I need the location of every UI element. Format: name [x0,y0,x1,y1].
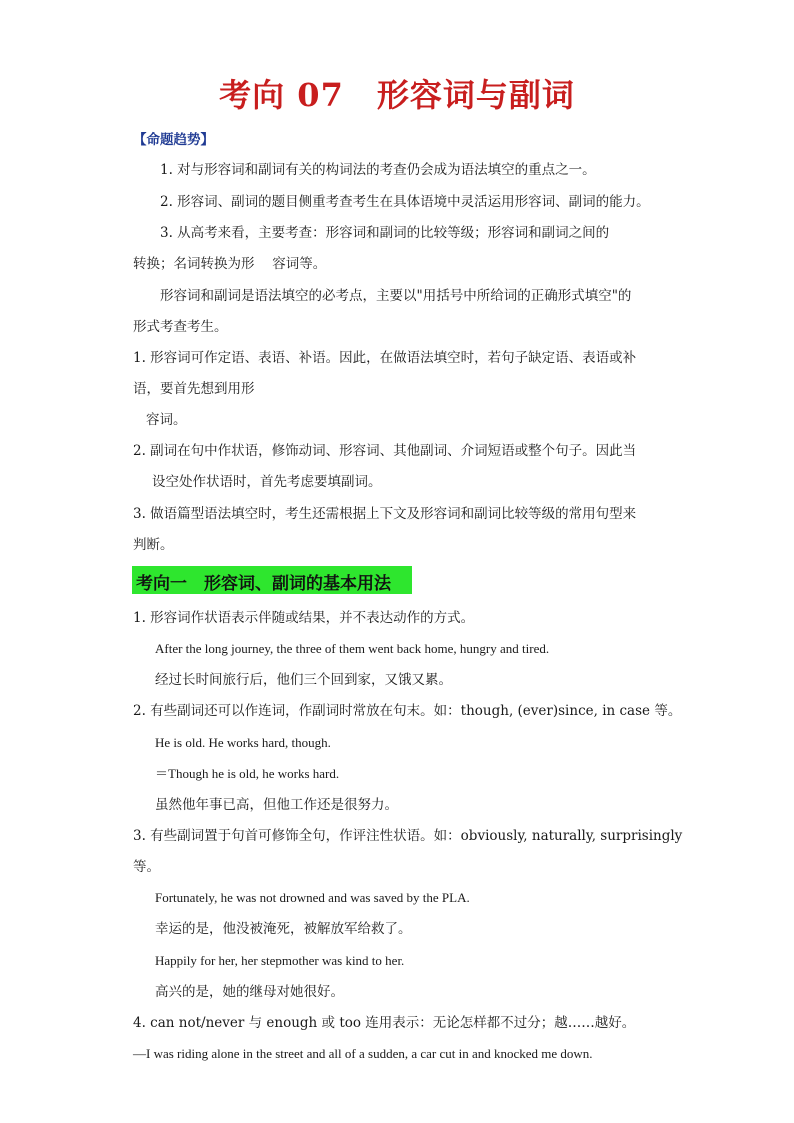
translation-line: 高兴的是，她的继母对她很好。 [155,984,344,1000]
point-line: 3. 做语篇型语法填空时，考生还需根据上下文及形容词和副词比较等级的常用句型来 [133,506,637,522]
intro-line: 形式考查考生。 [133,319,228,335]
usage-line: 2. 有些副词还可以作连词，作副词时常放在句末。如：though, (ever)since, in case 等。 [133,703,682,719]
trend-line: 1. 对与形容词和副词有关的构词法的考查仍会成为语法填空的重点之一。 [160,162,596,178]
usage-line: 4. can not/never 与 enough 或 too 连用表示：无论怎样都不过分；越……越好。 [133,1015,636,1031]
section-heading: 考向一 形容词、副词的基本用法 [136,574,391,594]
example-sentence: Happily for her, her stepmother was kind to her. [155,953,405,968]
usage-line: 3. 有些副词置于句首可修饰全句，作评注性状语。如：obviously, naturally, surprisingly [133,828,683,844]
point-line: 语，要首先想到用形 [133,381,255,397]
example-sentence: ＝Though he is old, he works hard. [155,766,340,781]
point-line: 容词。 [146,412,187,428]
point-line: 判断。 [133,537,174,553]
page-title: 考向 07 形容词与副词 [219,76,575,114]
example-sentence: He is old. He works hard, though. [155,735,331,750]
example-sentence: —I was riding alone in the street and all of a sudden, a car cut in and knocked me down. [133,1046,593,1061]
example-sentence: Fortunately, he was not drowned and was saved by the PLA. [155,890,470,905]
point-line: 2. 副词在句中作状语，修饰动词、形容词、其他副词、介词短语或整个句子。因此当 [133,443,637,459]
section-heading-highlight [132,566,412,594]
trend-label: 【命题趋势】 [133,132,214,148]
trend-line: 3. 从高考来看，主要考查：形容词和副词的比较等级；形容词和副词之间的 [160,225,610,241]
intro-line: 形容词和副词是语法填空的必考点，主要以"用括号中所给词的正确形式填空"的 [160,288,632,304]
translation-line: 幸运的是，他没被淹死，被解放军给救了。 [155,921,412,937]
point-line: 1. 形容词可作定语、表语、补语。因此，在做语法填空时，若句子缺定语、表语或补 [133,350,637,366]
example-sentence: After the long journey, the three of them went back home, hungry and tired. [155,641,550,656]
usage-line: 1. 形容词作状语表示伴随或结果，并不表达动作的方式。 [133,610,475,626]
trend-line: 转换；名词转换为形 容词等。 [133,256,327,272]
trend-line: 2. 形容词、副词的题目侧重考查考生在具体语境中灵活运用形容词、副词的能力。 [160,194,650,210]
point-line: 设空处作状语时，首先考虑要填副词。 [152,474,382,490]
translation-line: 虽然他年事已高，但他工作还是很努力。 [155,797,398,813]
translation-line: 经过长时间旅行后，他们三个回到家，又饿又累。 [155,672,452,688]
usage-line: 等。 [133,859,160,875]
